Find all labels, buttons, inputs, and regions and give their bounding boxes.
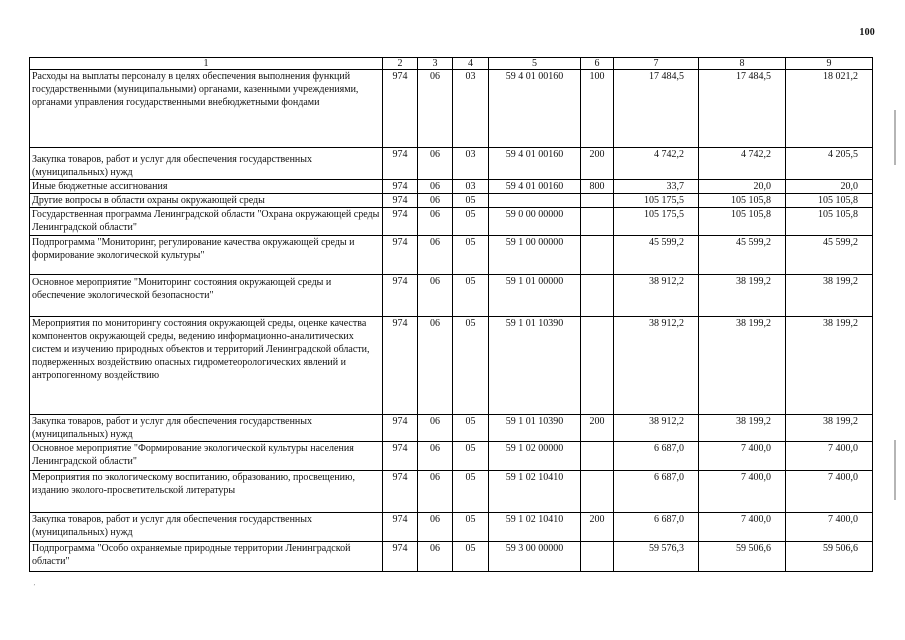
cell-target-article: 59 0 00 00000 xyxy=(489,208,581,236)
row-name: Подпрограмма "Особо охраняемые природные территории Ленинградской области" xyxy=(30,542,383,572)
cell-amount-col8: 105 105,8 xyxy=(699,208,786,236)
row-name: Подпрограмма "Мониторинг, регулирование качества окружающей среды и формирование экологической культуры" xyxy=(30,236,383,275)
cell-target-article: 59 1 01 10390 xyxy=(489,317,581,415)
cell-admin-code: 974 xyxy=(383,180,418,194)
cell-target-article: 59 4 01 00160 xyxy=(489,180,581,194)
cell-amount-col7: 38 912,2 xyxy=(614,415,699,442)
cell-admin-code: 974 xyxy=(383,317,418,415)
cell-section: 06 xyxy=(418,275,453,317)
cell-amount-col7: 105 175,5 xyxy=(614,208,699,236)
cell-target-article: 59 1 01 00000 xyxy=(489,275,581,317)
cell-subsection: 05 xyxy=(453,415,489,442)
cell-amount-col9: 105 105,8 xyxy=(786,208,873,236)
cell-amount-col9: 7 400,0 xyxy=(786,471,873,513)
cell-amount-col8: 105 105,8 xyxy=(699,194,786,208)
cell-amount-col9: 45 599,2 xyxy=(786,236,873,275)
row-name: Основное мероприятие "Формирование экологической культуры населения Ленинградской области" xyxy=(30,442,383,471)
row-name: Мероприятия по мониторингу состояния окружающей среды, оценке качества компонентов окружающей среды, ведению информационно-аналитических систем и изучению природных объектов и территорий Ленинградской области, подверженных воздействию опасных гидрометеорологических явлений и антропогенному воздействию xyxy=(30,317,383,415)
cell-admin-code: 974 xyxy=(383,236,418,275)
table-row xyxy=(30,194,873,208)
cell-section: 06 xyxy=(418,236,453,275)
cell-amount-col7: 6 687,0 xyxy=(614,471,699,513)
cell-subsection: 05 xyxy=(453,208,489,236)
cell-subsection: 03 xyxy=(453,148,489,180)
row-name: Государственная программа Ленинградской области "Охрана окружающей среды Ленинградской области" xyxy=(30,208,383,236)
cell-amount-col9: 20,0 xyxy=(786,180,873,194)
column-header: 6 xyxy=(581,58,614,70)
cell-admin-code: 974 xyxy=(383,415,418,442)
cell-section: 06 xyxy=(418,148,453,180)
cell-target-article: 59 3 00 00000 xyxy=(489,542,581,572)
cell-target-article: 59 1 02 10410 xyxy=(489,471,581,513)
scan-edge-mark xyxy=(894,440,896,500)
cell-amount-col8: 59 506,6 xyxy=(699,542,786,572)
cell-amount-col9: 7 400,0 xyxy=(786,442,873,471)
cell-expense-type xyxy=(581,317,614,415)
cell-expense-type xyxy=(581,208,614,236)
cell-expense-type xyxy=(581,471,614,513)
table-row xyxy=(30,317,873,415)
cell-expense-type xyxy=(581,236,614,275)
cell-admin-code: 974 xyxy=(383,275,418,317)
cell-section: 06 xyxy=(418,542,453,572)
cell-admin-code: 974 xyxy=(383,513,418,542)
cell-target-article xyxy=(489,194,581,208)
row-name: Другие вопросы в области охраны окружающей среды xyxy=(30,194,383,208)
cell-target-article: 59 1 00 00000 xyxy=(489,236,581,275)
cell-amount-col8: 7 400,0 xyxy=(699,442,786,471)
cell-subsection: 05 xyxy=(453,471,489,513)
column-header: 1 xyxy=(30,58,383,70)
table-row xyxy=(30,70,873,148)
cell-amount-col9: 105 105,8 xyxy=(786,194,873,208)
cell-amount-col8: 17 484,5 xyxy=(699,70,786,148)
cell-admin-code: 974 xyxy=(383,148,418,180)
cell-amount-col8: 7 400,0 xyxy=(699,471,786,513)
cell-amount-col8: 38 199,2 xyxy=(699,317,786,415)
cell-admin-code: 974 xyxy=(383,194,418,208)
table-row xyxy=(30,513,873,542)
table-row xyxy=(30,236,873,275)
cell-amount-col9: 7 400,0 xyxy=(786,513,873,542)
cell-amount-col9: 59 506,6 xyxy=(786,542,873,572)
cell-amount-col8: 4 742,2 xyxy=(699,148,786,180)
cell-amount-col7: 59 576,3 xyxy=(614,542,699,572)
column-header: 9 xyxy=(786,58,873,70)
cell-section: 06 xyxy=(418,70,453,148)
table-row xyxy=(30,415,873,442)
cell-amount-col8: 38 199,2 xyxy=(699,275,786,317)
cell-amount-col7: 33,7 xyxy=(614,180,699,194)
cell-expense-type xyxy=(581,442,614,471)
cell-amount-col8: 7 400,0 xyxy=(699,513,786,542)
cell-expense-type: 800 xyxy=(581,180,614,194)
cell-subsection: 05 xyxy=(453,275,489,317)
cell-target-article: 59 1 02 10410 xyxy=(489,513,581,542)
table-row xyxy=(30,442,873,471)
cell-amount-col7: 45 599,2 xyxy=(614,236,699,275)
cell-expense-type xyxy=(581,275,614,317)
cell-section: 06 xyxy=(418,513,453,542)
column-header: 4 xyxy=(453,58,489,70)
cell-section: 06 xyxy=(418,180,453,194)
cell-amount-col8: 20,0 xyxy=(699,180,786,194)
table-row xyxy=(30,148,873,180)
table-row xyxy=(30,542,873,572)
table-row xyxy=(30,471,873,513)
cell-amount-col9: 18 021,2 xyxy=(786,70,873,148)
row-name: Расходы на выплаты персоналу в целях обеспечения выполнения функций государственными (муниципальными) органами, казенными учреждениями, органами управления государственными внебюджетными фондами xyxy=(30,70,383,148)
cell-amount-col9: 38 199,2 xyxy=(786,317,873,415)
cell-section: 06 xyxy=(418,208,453,236)
cell-section: 06 xyxy=(418,415,453,442)
cell-expense-type: 200 xyxy=(581,415,614,442)
cell-target-article: 59 1 01 10390 xyxy=(489,415,581,442)
cell-amount-col7: 38 912,2 xyxy=(614,275,699,317)
budget-table xyxy=(29,57,873,572)
column-header: 2 xyxy=(383,58,418,70)
row-name: Иные бюджетные ассигнования xyxy=(30,180,383,194)
cell-expense-type: 100 xyxy=(581,70,614,148)
cell-expense-type xyxy=(581,194,614,208)
scan-speck: ᾿ xyxy=(33,583,36,592)
scan-edge-mark xyxy=(894,110,896,165)
cell-amount-col9: 4 205,5 xyxy=(786,148,873,180)
cell-subsection: 05 xyxy=(453,442,489,471)
column-header: 3 xyxy=(418,58,453,70)
column-header: 8 xyxy=(699,58,786,70)
cell-admin-code: 974 xyxy=(383,442,418,471)
cell-admin-code: 974 xyxy=(383,542,418,572)
table-row xyxy=(30,208,873,236)
cell-amount-col9: 38 199,2 xyxy=(786,275,873,317)
row-name: Закупка товаров, работ и услуг для обеспечения государственных (муниципальных) нужд xyxy=(30,415,383,442)
cell-section: 06 xyxy=(418,442,453,471)
cell-amount-col7: 6 687,0 xyxy=(614,442,699,471)
cell-expense-type xyxy=(581,542,614,572)
cell-subsection: 05 xyxy=(453,513,489,542)
cell-amount-col7: 105 175,5 xyxy=(614,194,699,208)
cell-subsection: 05 xyxy=(453,317,489,415)
cell-target-article: 59 1 02 00000 xyxy=(489,442,581,471)
cell-target-article: 59 4 01 00160 xyxy=(489,148,581,180)
cell-amount-col9: 38 199,2 xyxy=(786,415,873,442)
table-row xyxy=(30,180,873,194)
column-header: 7 xyxy=(614,58,699,70)
cell-admin-code: 974 xyxy=(383,471,418,513)
cell-subsection: 03 xyxy=(453,180,489,194)
cell-target-article: 59 4 01 00160 xyxy=(489,70,581,148)
row-name: Закупка товаров, работ и услуг для обеспечения государственных (муниципальных) нужд xyxy=(30,513,383,542)
cell-section: 06 xyxy=(418,194,453,208)
cell-section: 06 xyxy=(418,317,453,415)
cell-expense-type: 200 xyxy=(581,148,614,180)
cell-subsection: 03 xyxy=(453,70,489,148)
column-header: 5 xyxy=(489,58,581,70)
cell-amount-col7: 4 742,2 xyxy=(614,148,699,180)
cell-amount-col7: 6 687,0 xyxy=(614,513,699,542)
table-header-row xyxy=(30,58,873,70)
cell-section: 06 xyxy=(418,471,453,513)
cell-admin-code: 974 xyxy=(383,70,418,148)
cell-amount-col8: 38 199,2 xyxy=(699,415,786,442)
row-name: Мероприятия по экологическому воспитанию, образованию, просвещению, изданию эколого-просветительской литературы xyxy=(30,471,383,513)
row-name: Основное мероприятие "Мониторинг состояния окружающей среды и обеспечение экологической безопасности" xyxy=(30,275,383,317)
cell-amount-col8: 45 599,2 xyxy=(699,236,786,275)
row-name: Закупка товаров, работ и услуг для обеспечения государственных (муниципальных) нужд xyxy=(30,148,383,180)
cell-amount-col7: 17 484,5 xyxy=(614,70,699,148)
cell-subsection: 05 xyxy=(453,542,489,572)
cell-subsection: 05 xyxy=(453,236,489,275)
page-number: 100 xyxy=(859,27,875,38)
cell-admin-code: 974 xyxy=(383,208,418,236)
cell-expense-type: 200 xyxy=(581,513,614,542)
cell-amount-col7: 38 912,2 xyxy=(614,317,699,415)
table-row xyxy=(30,275,873,317)
cell-subsection: 05 xyxy=(453,194,489,208)
